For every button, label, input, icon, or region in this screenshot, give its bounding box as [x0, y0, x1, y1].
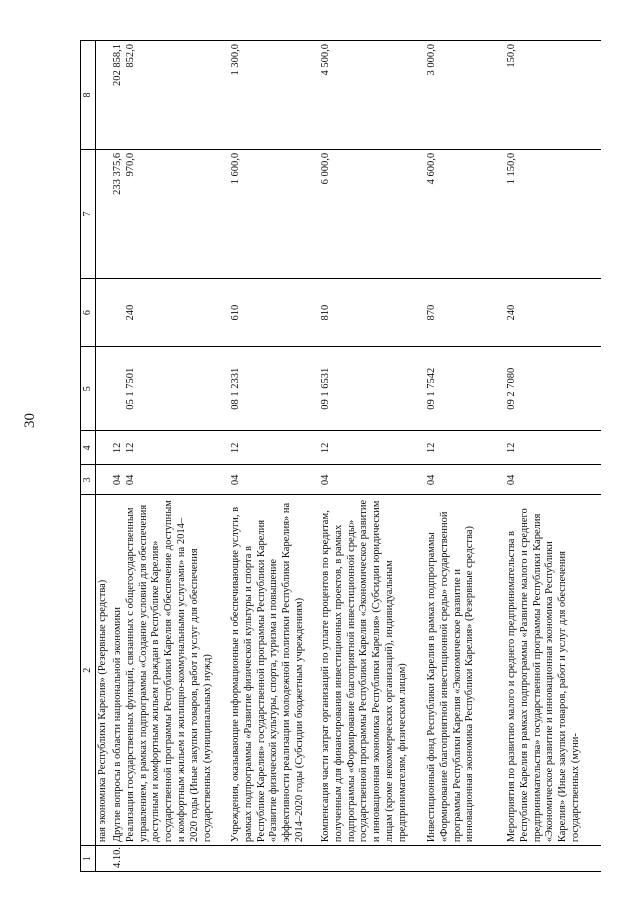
- cell-target-article: [96, 347, 111, 431]
- row-number: 4.10.: [111, 846, 229, 872]
- cell-section: 04: [505, 465, 601, 495]
- cell-subsection: 12: [319, 431, 425, 465]
- cell-target-article: 09 2 7080: [505, 347, 601, 431]
- cell-expense-type: 240: [505, 279, 601, 347]
- cell-subsection: 12: [425, 431, 505, 465]
- cell-section: 04 04: [111, 465, 229, 495]
- cell-amount-1: 233 375,6 970,0: [111, 149, 229, 278]
- table-row: [425, 41, 505, 872]
- cell-amount-1: 1 600,0: [229, 149, 319, 278]
- column-header: 4: [81, 431, 96, 465]
- table-row: [111, 41, 229, 872]
- column-header: 6: [81, 279, 96, 347]
- page-number: 30: [22, 413, 38, 428]
- row-description: ная экономика Республики Карелия» (Резервные средства): [96, 495, 111, 846]
- column-header: 7: [81, 149, 96, 278]
- table-row: [505, 41, 601, 872]
- column-header: 3: [81, 465, 96, 495]
- budget-table: [80, 40, 601, 872]
- table-row: [319, 41, 425, 872]
- row-description: Учреждения, оказывающие информационные и обеспечивающие услуги, в рамках подпрограммы «Развитие физической культуры и спорта в Республике Карелия» государственной программы Республики Карелия «Развитие физической культуры, спорта, туризма и повышение эффективности реализации молодежной политики Республики Карелия» на 2014–2020 годы (Субсидии бюджетным учреждениям): [229, 495, 319, 846]
- cell-expense-type: 870: [425, 279, 505, 347]
- table-row: [229, 41, 319, 872]
- cell-subsection: [96, 431, 111, 465]
- row-description: Мероприятия по развитию малого и среднего предпринимательства в Республике Карелия в рамках подпрограммы «Развитие малого и среднего предпринимательства» государственной программы Республики Карелия «Экономическое развитие и инновационная экономика Республики Карелия» (Иные закупки товаров, работ и услуг для обеспечения государственных (муни-: [505, 495, 601, 846]
- cell-amount-2: 202 858,1 852,0: [111, 41, 229, 150]
- row-number: [505, 846, 601, 872]
- row-number: [229, 846, 319, 872]
- row-number: [319, 846, 425, 872]
- cell-section: 04: [229, 465, 319, 495]
- cell-amount-2: 4 500,0: [319, 41, 425, 150]
- row-description: Компенсация части затрат организаций по уплате процентов по кредитам, полученным для финансирования инвестиционных проектов, в рамках подпрограммы «Формирование благоприятной инвестиционной среды» государственной программы Республики Карелия «Экономическое развитие и инновационная экономика Республики Карелия» (Субсидии юридическим лицам (кроме некоммерческих организаций), индивидуальным предпринимателям, физическим лицам): [319, 495, 425, 846]
- column-header: 5: [81, 347, 96, 431]
- budget-table-sheet: [80, 40, 612, 872]
- cell-section: [96, 465, 111, 495]
- column-header: 2: [81, 495, 96, 846]
- cell-amount-2: 150,0: [505, 41, 601, 150]
- cell-subsection: 12: [229, 431, 319, 465]
- cell-amount-2: 3 000,0: [425, 41, 505, 150]
- row-number: [96, 846, 111, 872]
- cell-amount-2: 1 300,0: [229, 41, 319, 150]
- column-header: 1: [81, 846, 96, 872]
- row-number: [425, 846, 505, 872]
- cell-target-article: 08 1 2331: [229, 347, 319, 431]
- row-description: Инвестиционный фонд Республики Карелия в рамках подпрограммы «Формирование благоприятной инвестиционной среды» государственной программы Республики Карелия «Экономическое развитие и инновационная экономика Республики Карелия» (Резервные средства): [425, 495, 505, 846]
- cell-amount-1: 1 150,0: [505, 149, 601, 278]
- cell-target-article: 09 1 7542: [425, 347, 505, 431]
- cell-amount-2: [96, 41, 111, 150]
- cell-amount-1: [96, 149, 111, 278]
- cell-target-article: 09 1 6531: [319, 347, 425, 431]
- cell-expense-type: 810: [319, 279, 425, 347]
- cell-expense-type: 610: [229, 279, 319, 347]
- cell-target-article: 05 1 7501: [111, 347, 229, 431]
- row-description: Другие вопросы в области национальной экономики Реализация государственных функций, связанных с общегосударственным управлением, в рамках подпрограммы «Создание условий для обеспечения доступным и комфортным жильем граждан в Республике Карелия» государственной программы Республики Карелия «Обеспечение доступным и комфортным жильем и жилищно-коммунальными услугами» на 2014–2020 годы (Иные закупки товаров, работ и услуг для обеспечения государственных (муниципальных) нужд): [111, 495, 229, 846]
- cell-expense-type: 240: [111, 279, 229, 347]
- column-header: 8: [81, 41, 96, 150]
- table-row: [96, 41, 111, 872]
- cell-expense-type: [96, 279, 111, 347]
- cell-subsection: 12: [505, 431, 601, 465]
- cell-subsection: 12 12: [111, 431, 229, 465]
- cell-section: 04: [319, 465, 425, 495]
- cell-amount-1: 6 000,0: [319, 149, 425, 278]
- column-number-row: [81, 41, 96, 872]
- cell-amount-1: 4 600,0: [425, 149, 505, 278]
- cell-section: 04: [425, 465, 505, 495]
